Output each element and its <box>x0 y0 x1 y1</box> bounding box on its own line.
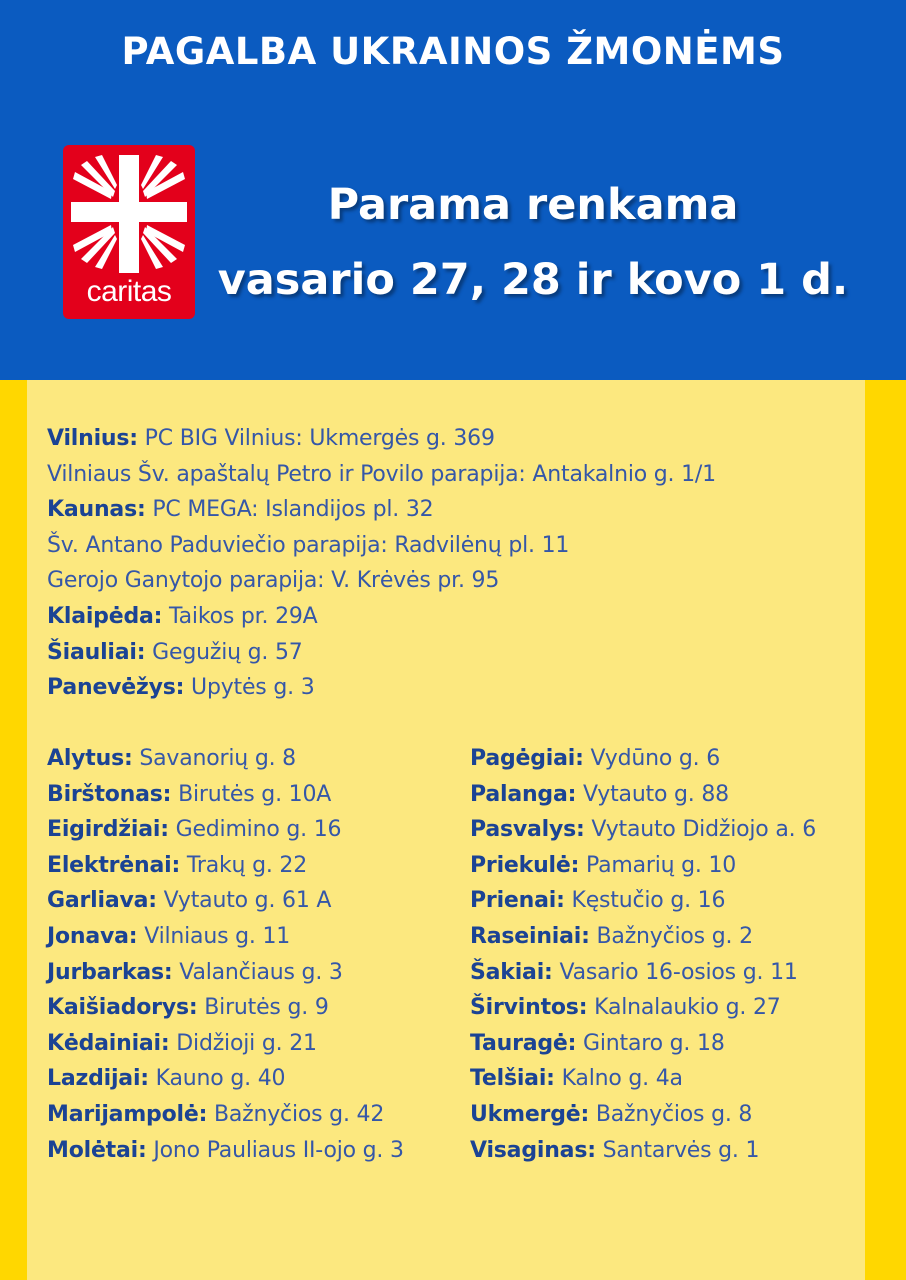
city-name: Birštonas: <box>47 781 172 807</box>
list-item <box>47 599 716 635</box>
city-name: Panevėžys: <box>47 675 185 701</box>
list-item <box>47 528 716 564</box>
address: Vilniaus g. 11 <box>137 923 291 949</box>
city-name: Alytus: <box>47 746 133 771</box>
address: Vytauto g. 61 A <box>156 888 332 914</box>
city-name: Vilnius: <box>47 426 138 451</box>
address: Bažnyčios g. 2 <box>589 923 753 949</box>
list-item <box>470 1097 816 1133</box>
address: Birutės g. 10A <box>171 781 332 807</box>
address: Kalno g. 4a <box>554 1066 683 1092</box>
list-item <box>47 777 404 813</box>
list-item <box>47 421 716 457</box>
city-name: Marijampolė: <box>47 1101 208 1127</box>
address: Šv. Antano Paduviečio parapija: Radvilėnų pl. 11 <box>47 532 570 558</box>
address: Upytės g. 3 <box>184 675 315 701</box>
list-item <box>470 919 816 955</box>
address: Vilniaus Šv. apaštalų Petro ir Povilo parapija: Antakalnio g. 1/1 <box>47 461 716 487</box>
towns-list-right <box>470 741 816 1168</box>
list-item <box>470 777 816 813</box>
city-name: Lazdijai: <box>47 1066 149 1092</box>
city-name: Šiauliai: <box>47 639 146 665</box>
address: Kauno g. 40 <box>148 1066 286 1092</box>
address: Vydūno g. 6 <box>583 746 721 771</box>
city-name: Pagėgiai: <box>470 746 584 771</box>
list-item <box>47 1133 404 1169</box>
list-item <box>470 1026 816 1062</box>
city-name: Kėdainiai: <box>47 1030 170 1056</box>
list-item <box>47 955 404 991</box>
address: Kęstučio g. 16 <box>564 888 726 914</box>
address: Vytauto g. 88 <box>576 781 729 807</box>
list-item <box>47 883 404 919</box>
address: Valančiaus g. 3 <box>172 959 343 985</box>
list-item <box>47 919 404 955</box>
address: Didžioji g. 21 <box>169 1030 317 1056</box>
headline-line-1: Parama renkama <box>327 180 739 230</box>
address: Savanorių g. 8 <box>132 746 296 771</box>
list-item <box>470 883 816 919</box>
address: Vasario 16-osios g. 11 <box>552 959 798 985</box>
city-name: Garliava: <box>47 888 157 914</box>
list-item <box>47 990 404 1026</box>
list-item <box>470 812 816 848</box>
list-item <box>470 1061 816 1097</box>
list-item <box>47 812 404 848</box>
list-item <box>470 1133 816 1169</box>
city-name: Eigirdžiai: <box>47 817 169 843</box>
list-item <box>470 741 816 777</box>
page-title: PAGALBA UKRAINOS ŽMONĖMS <box>121 30 785 73</box>
city-name: Kaunas: <box>47 497 146 523</box>
city-name: Pasvalys: <box>470 817 585 843</box>
address: Taikos pr. 29A <box>162 603 318 629</box>
towns-list-left <box>47 741 404 1168</box>
address: Bažnyčios g. 42 <box>207 1101 385 1127</box>
city-name: Jurbarkas: <box>47 959 173 985</box>
city-name: Molėtai: <box>47 1137 147 1163</box>
list-item <box>47 670 716 706</box>
city-name: Jonava: <box>47 923 138 949</box>
city-name: Klaipėda: <box>47 603 163 629</box>
headline <box>208 168 858 318</box>
address: Birutės g. 9 <box>197 995 329 1021</box>
address: PC MEGA: Islandijos pl. 32 <box>145 497 434 523</box>
address: Gintaro g. 18 <box>576 1030 725 1056</box>
list-item <box>47 848 404 884</box>
address: Kalnalaukio g. 27 <box>587 995 781 1021</box>
address: Bažnyčios g. 8 <box>589 1101 753 1127</box>
address: Santarvės g. 1 <box>595 1137 760 1163</box>
city-name: Raseiniai: <box>470 923 590 949</box>
address: Pamarių g. 10 <box>579 852 737 878</box>
list-item <box>47 741 404 777</box>
address: Jono Pauliaus II-ojo g. 3 <box>146 1137 404 1163</box>
list-item <box>47 635 716 671</box>
list-item <box>470 955 816 991</box>
list-item <box>47 1026 404 1062</box>
headline-line-2: vasario 27, 28 ir kovo 1 d. <box>217 255 849 305</box>
city-name: Visaginas: <box>470 1137 596 1163</box>
address: PC BIG Vilnius: Ukmergės g. 369 <box>137 426 495 451</box>
caritas-logo <box>63 145 195 319</box>
list-item <box>47 457 716 493</box>
city-name: Tauragė: <box>470 1030 577 1056</box>
city-name: Ukmergė: <box>470 1101 590 1127</box>
address: Gerojo Ganytojo parapija: V. Krėvės pr. 95 <box>47 568 500 594</box>
city-name: Priekulė: <box>470 852 580 878</box>
address: Trakų g. 22 <box>180 852 308 878</box>
list-item <box>47 563 716 599</box>
city-name: Kaišiadorys: <box>47 995 198 1021</box>
city-name: Telšiai: <box>470 1066 555 1092</box>
address: Vytauto Didžiojo a. 6 <box>584 817 817 843</box>
logo-text: caritas <box>86 275 172 308</box>
list-item <box>47 492 716 528</box>
city-name: Širvintos: <box>470 995 588 1021</box>
major-cities-list <box>47 421 716 706</box>
city-name: Prienai: <box>470 888 565 914</box>
list-item <box>470 990 816 1026</box>
city-name: Elektrėnai: <box>47 852 181 878</box>
address: Gegužių g. 57 <box>145 639 303 665</box>
list-item <box>470 848 816 884</box>
list-item <box>47 1097 404 1133</box>
address: Gedimino g. 16 <box>168 817 342 843</box>
city-name: Šakiai: <box>470 959 553 985</box>
list-item <box>47 1061 404 1097</box>
city-name: Palanga: <box>470 781 577 807</box>
